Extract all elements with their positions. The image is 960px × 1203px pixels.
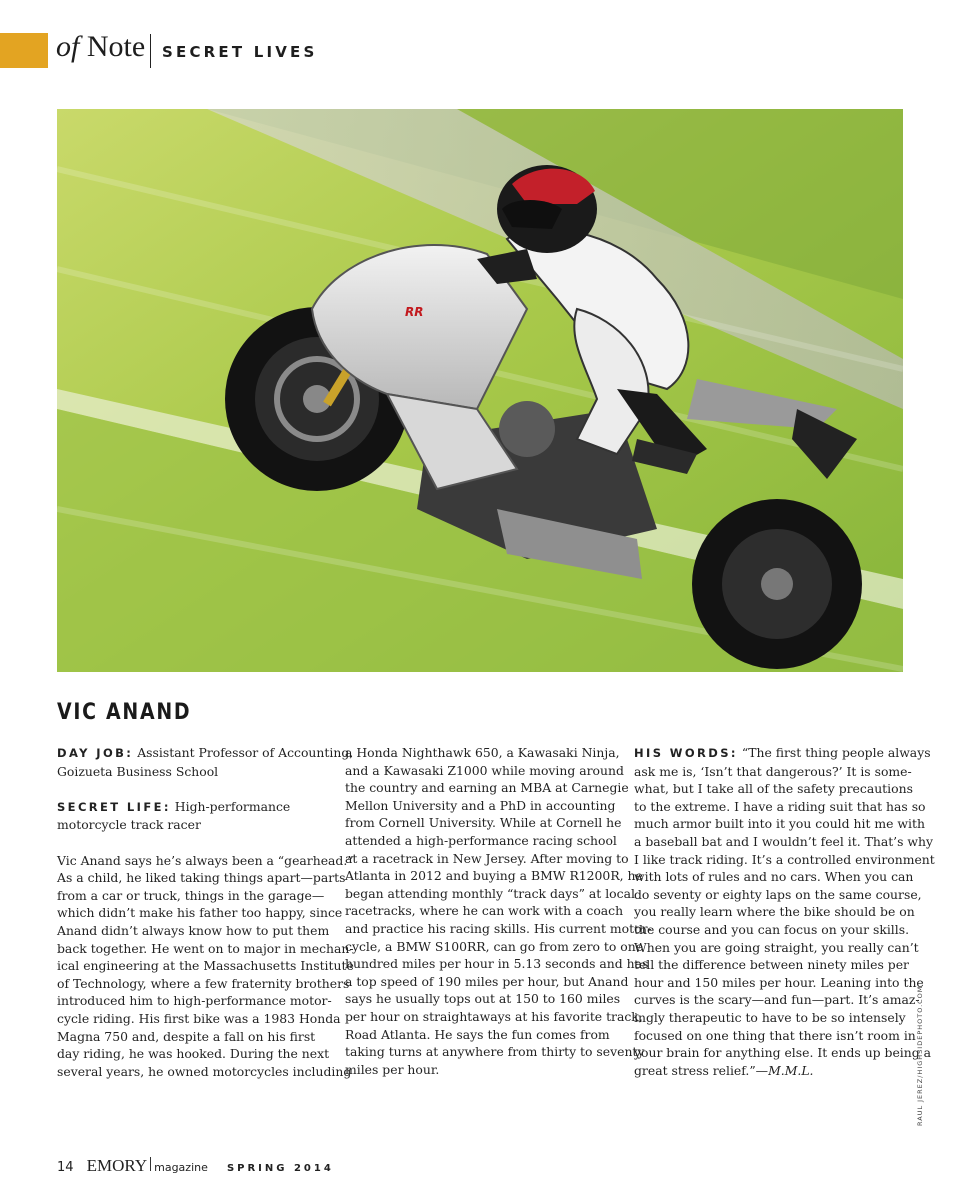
closing-text: great stress relief.”— bbox=[634, 1062, 769, 1078]
magazine-word: magazine bbox=[154, 1161, 208, 1174]
body-line: at a racetrack in New Jersey. After moving to bbox=[345, 850, 629, 866]
body-line: says he usually tops out at 150 to 160 miles bbox=[345, 991, 621, 1007]
article-headline: VIC ANAND bbox=[57, 700, 192, 725]
body-line: and a Kawasaki Z1000 while moving around bbox=[345, 762, 624, 778]
header-divider bbox=[150, 34, 151, 68]
body-line: introduced him to high-performance motor- bbox=[57, 993, 332, 1009]
body-line: a top speed of 190 miles per hour, but Anand bbox=[345, 973, 629, 989]
body-line: hour and 150 miles per hour. Leaning into the bbox=[634, 974, 924, 990]
secret-life-label: SECRET LIFE: bbox=[57, 799, 171, 814]
body-line: you really learn where the bike should be on bbox=[634, 904, 915, 920]
body-line: Vic Anand says he’s always been a “gearhead.” bbox=[57, 852, 354, 868]
body-line: day riding, he was hooked. During the next bbox=[57, 1046, 330, 1062]
day-job-text: Assistant Professor of Accounting, bbox=[133, 745, 354, 760]
body-line: taking turns at anywhere from thirty to seventy bbox=[345, 1044, 645, 1060]
body-line: curves is the scary—and fun—part. It’s amaz- bbox=[634, 992, 920, 1008]
section-title bbox=[56, 30, 145, 64]
article-column-1 bbox=[57, 744, 354, 1080]
body-line: back together. He went on to major in mechan- bbox=[57, 940, 354, 956]
department-title: SECRET LIVES bbox=[162, 43, 318, 61]
body-line: do seventy or eighty laps on the same course, bbox=[634, 886, 922, 902]
closing-line bbox=[634, 1062, 902, 1080]
secret-life-line bbox=[57, 798, 325, 817]
body-line: and practice his racing skills. His current motor- bbox=[345, 920, 652, 936]
body-line: per hour on straightaways at his favorite track, bbox=[345, 1008, 643, 1024]
body-line: cycle riding. His first bike was a 1983 Honda bbox=[57, 1010, 341, 1026]
body-line: from a car or truck, things in the garage— bbox=[57, 887, 325, 903]
body-line: ical engineering at the Massachusetts Institute bbox=[57, 958, 354, 974]
body-line: I like track riding. It’s a controlled environment bbox=[634, 851, 935, 867]
day-job-label: DAY JOB: bbox=[57, 746, 134, 760]
body-line: racetracks, where he can work with a coach bbox=[345, 903, 624, 919]
section-prefix: of bbox=[56, 30, 80, 63]
body-line: focused on one thing that there isn’t room in bbox=[634, 1027, 916, 1043]
body-line: hundred miles per hour in 5.13 seconds and has bbox=[345, 956, 649, 972]
body-line: When you are going straight, you really can’t bbox=[634, 939, 919, 955]
body-line: the course and you can focus on your skills. bbox=[634, 921, 910, 937]
body-line: ingly therapeutic to have to be so intensely bbox=[634, 1009, 906, 1025]
section-accent-tab bbox=[0, 33, 48, 68]
body-line: As a child, he liked taking things apart—parts bbox=[57, 870, 346, 886]
body-line: attended a high-performance racing school bbox=[345, 832, 617, 848]
motorcycle-photo bbox=[57, 109, 903, 672]
issue-label: SPRING 2014 bbox=[226, 1163, 334, 1174]
body-line: tell the difference between ninety miles per bbox=[634, 957, 909, 973]
his-words-text: “The first thing people always bbox=[737, 745, 931, 760]
secret-life-line: motorcycle track racer bbox=[57, 817, 201, 833]
day-job-line bbox=[57, 744, 354, 763]
body-line: ask me is, ‘Isn’t that dangerous?’ It is some- bbox=[634, 763, 912, 779]
photo-credit: RAUL JEREZ/HIGHSIDEPHOTO.COM bbox=[916, 985, 924, 1126]
body-line: began attending monthly “track days” at local bbox=[345, 885, 635, 901]
body-line: the country and earning an MBA at Carnegie bbox=[345, 780, 629, 796]
body-line: what, but I take all of the safety precautions bbox=[634, 781, 913, 797]
body-line: your brain for anything else. It ends up being a bbox=[634, 1045, 932, 1061]
brand-divider bbox=[150, 1157, 151, 1171]
body-line: from Cornell University. While at Cornell he bbox=[345, 815, 622, 831]
article-column-2 bbox=[345, 744, 652, 1078]
body-line: miles per hour. bbox=[345, 1061, 440, 1077]
body-line: Anand didn’t always know how to put them bbox=[57, 922, 330, 938]
body-line: several years, he owned motorcycles including bbox=[57, 1063, 352, 1079]
body-line: of Technology, where a few fraternity brothers bbox=[57, 975, 350, 991]
section-name: Note bbox=[86, 30, 146, 63]
secret-life-text: High-performance bbox=[170, 798, 291, 814]
body-line: Road Atlanta. He says the fun comes from bbox=[345, 1026, 610, 1042]
body-line: a baseball bat and I wouldn’t feel it. That’s why bbox=[634, 833, 934, 849]
bike-badge: RR bbox=[405, 305, 424, 319]
body-line: cycle, a BMW S100RR, can go from zero to one bbox=[345, 938, 644, 954]
body-line: which didn’t make his father too happy, since bbox=[57, 905, 343, 921]
page-footer bbox=[57, 1156, 334, 1176]
body-line: with lots of rules and no cars. When you can bbox=[634, 869, 914, 885]
body-line: Magna 750 and, despite a fall on his first bbox=[57, 1028, 316, 1044]
body-line: much armor built into it you could hit me with bbox=[634, 816, 925, 832]
body-line: to the extreme. I have a riding suit that has so bbox=[634, 798, 926, 814]
page-number: 14 bbox=[57, 1160, 74, 1175]
body-line: Atlanta in 2012 and buying a BMW R1200R, he bbox=[345, 868, 643, 884]
day-job-line: Goizueta Business School bbox=[57, 763, 219, 779]
his-words-line bbox=[634, 744, 931, 763]
magazine-brand: EMORY bbox=[86, 1156, 148, 1175]
his-words-label: HIS WORDS: bbox=[634, 746, 738, 760]
body-line: a Honda Nighthawk 650, a Kawasaki Ninja, bbox=[345, 745, 620, 760]
author-initials: M.M.L. bbox=[768, 1062, 814, 1078]
body-line: Mellon University and a PhD in accounting bbox=[345, 797, 616, 813]
